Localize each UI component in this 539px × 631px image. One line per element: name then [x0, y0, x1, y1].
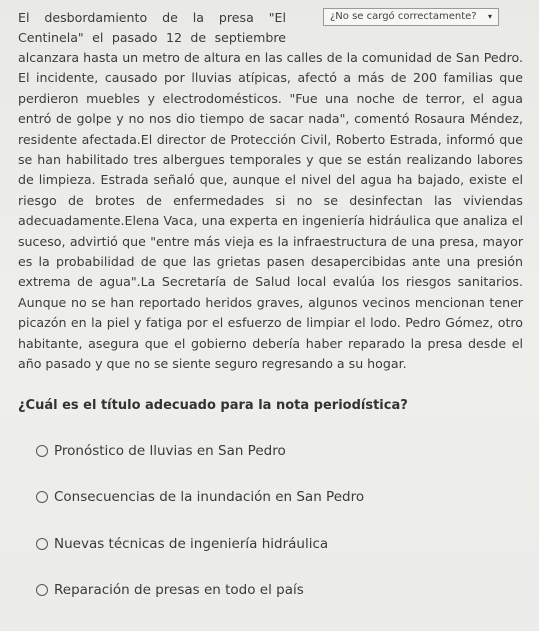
option-label: Consecuencias de la inundación en San Pedro — [54, 489, 365, 505]
report-problem-dropdown[interactable] — [323, 8, 499, 26]
news-article — [18, 8, 523, 375]
question-text: ¿Cuál es el título adecuado para la nota periodística? — [18, 398, 408, 413]
option-3[interactable] — [36, 534, 328, 554]
option-label: Reparación de presas en todo el país — [54, 582, 304, 598]
radio-button-icon[interactable] — [36, 445, 48, 457]
option-label: Pronóstico de lluvias en San Pedro — [54, 443, 286, 459]
chevron-down-icon: ▾ — [487, 12, 492, 21]
radio-button-icon[interactable] — [36, 584, 48, 596]
radio-button-icon[interactable] — [36, 491, 48, 503]
radio-button-icon[interactable] — [36, 538, 48, 550]
article-first-lines: El desbordamiento de la presa "El Centinela" el pasado 12 de septiembre — [18, 10, 286, 46]
article-body: alcanzara hasta un metro de altura en las calles de la comunidad de San Pedro. El incidente, causado por lluvias atípicas, afectó a más de 200 familias que perdieron muebles y electrodomésticos. "Fue una noche de terror, el agua entró de golpe y no nos dio tiempo de sacar nada", comentó Rosaura Méndez, residente afectada.El director de Protección Civil, Roberto Estrada, informó que se han habilitado tres albergues temporales y que se están realizando labores de limpieza. Estrada señaló que, aunque el nivel del agua ha bajado, existe el riesgo de brotes de enfermedades si no se desinfectan las viviendas adecuadamente.Elena Vaca, una experta en ingeniería hidráulica que analiza el suceso, advirtió que "entre más vieja es la infraestructura de una presa, mayor es la probabilidad de que las grietas pasen desapercibidas ante una presión extrema de agua".La Secretaría de Salud local evalúa los riesgos sanitarios. Aunque no se han reportado heridos graves, algunos vecinos mencionan tener picazón en la piel y fatiga por el esfuerzo de limpiar el lodo. Pedro Gómez, otro habitante, asegura que el gobierno debería haber reparado la presa desde el año pasado y que no se siente seguro regresando a su hogar. — [18, 50, 523, 372]
option-label: Nuevas técnicas de ingeniería hidráulica — [54, 536, 329, 552]
option-4[interactable] — [36, 580, 304, 600]
option-2[interactable] — [36, 487, 364, 507]
option-1[interactable] — [36, 441, 286, 461]
dropdown-selected-value: ¿No se cargó correctamente? — [330, 11, 477, 22]
